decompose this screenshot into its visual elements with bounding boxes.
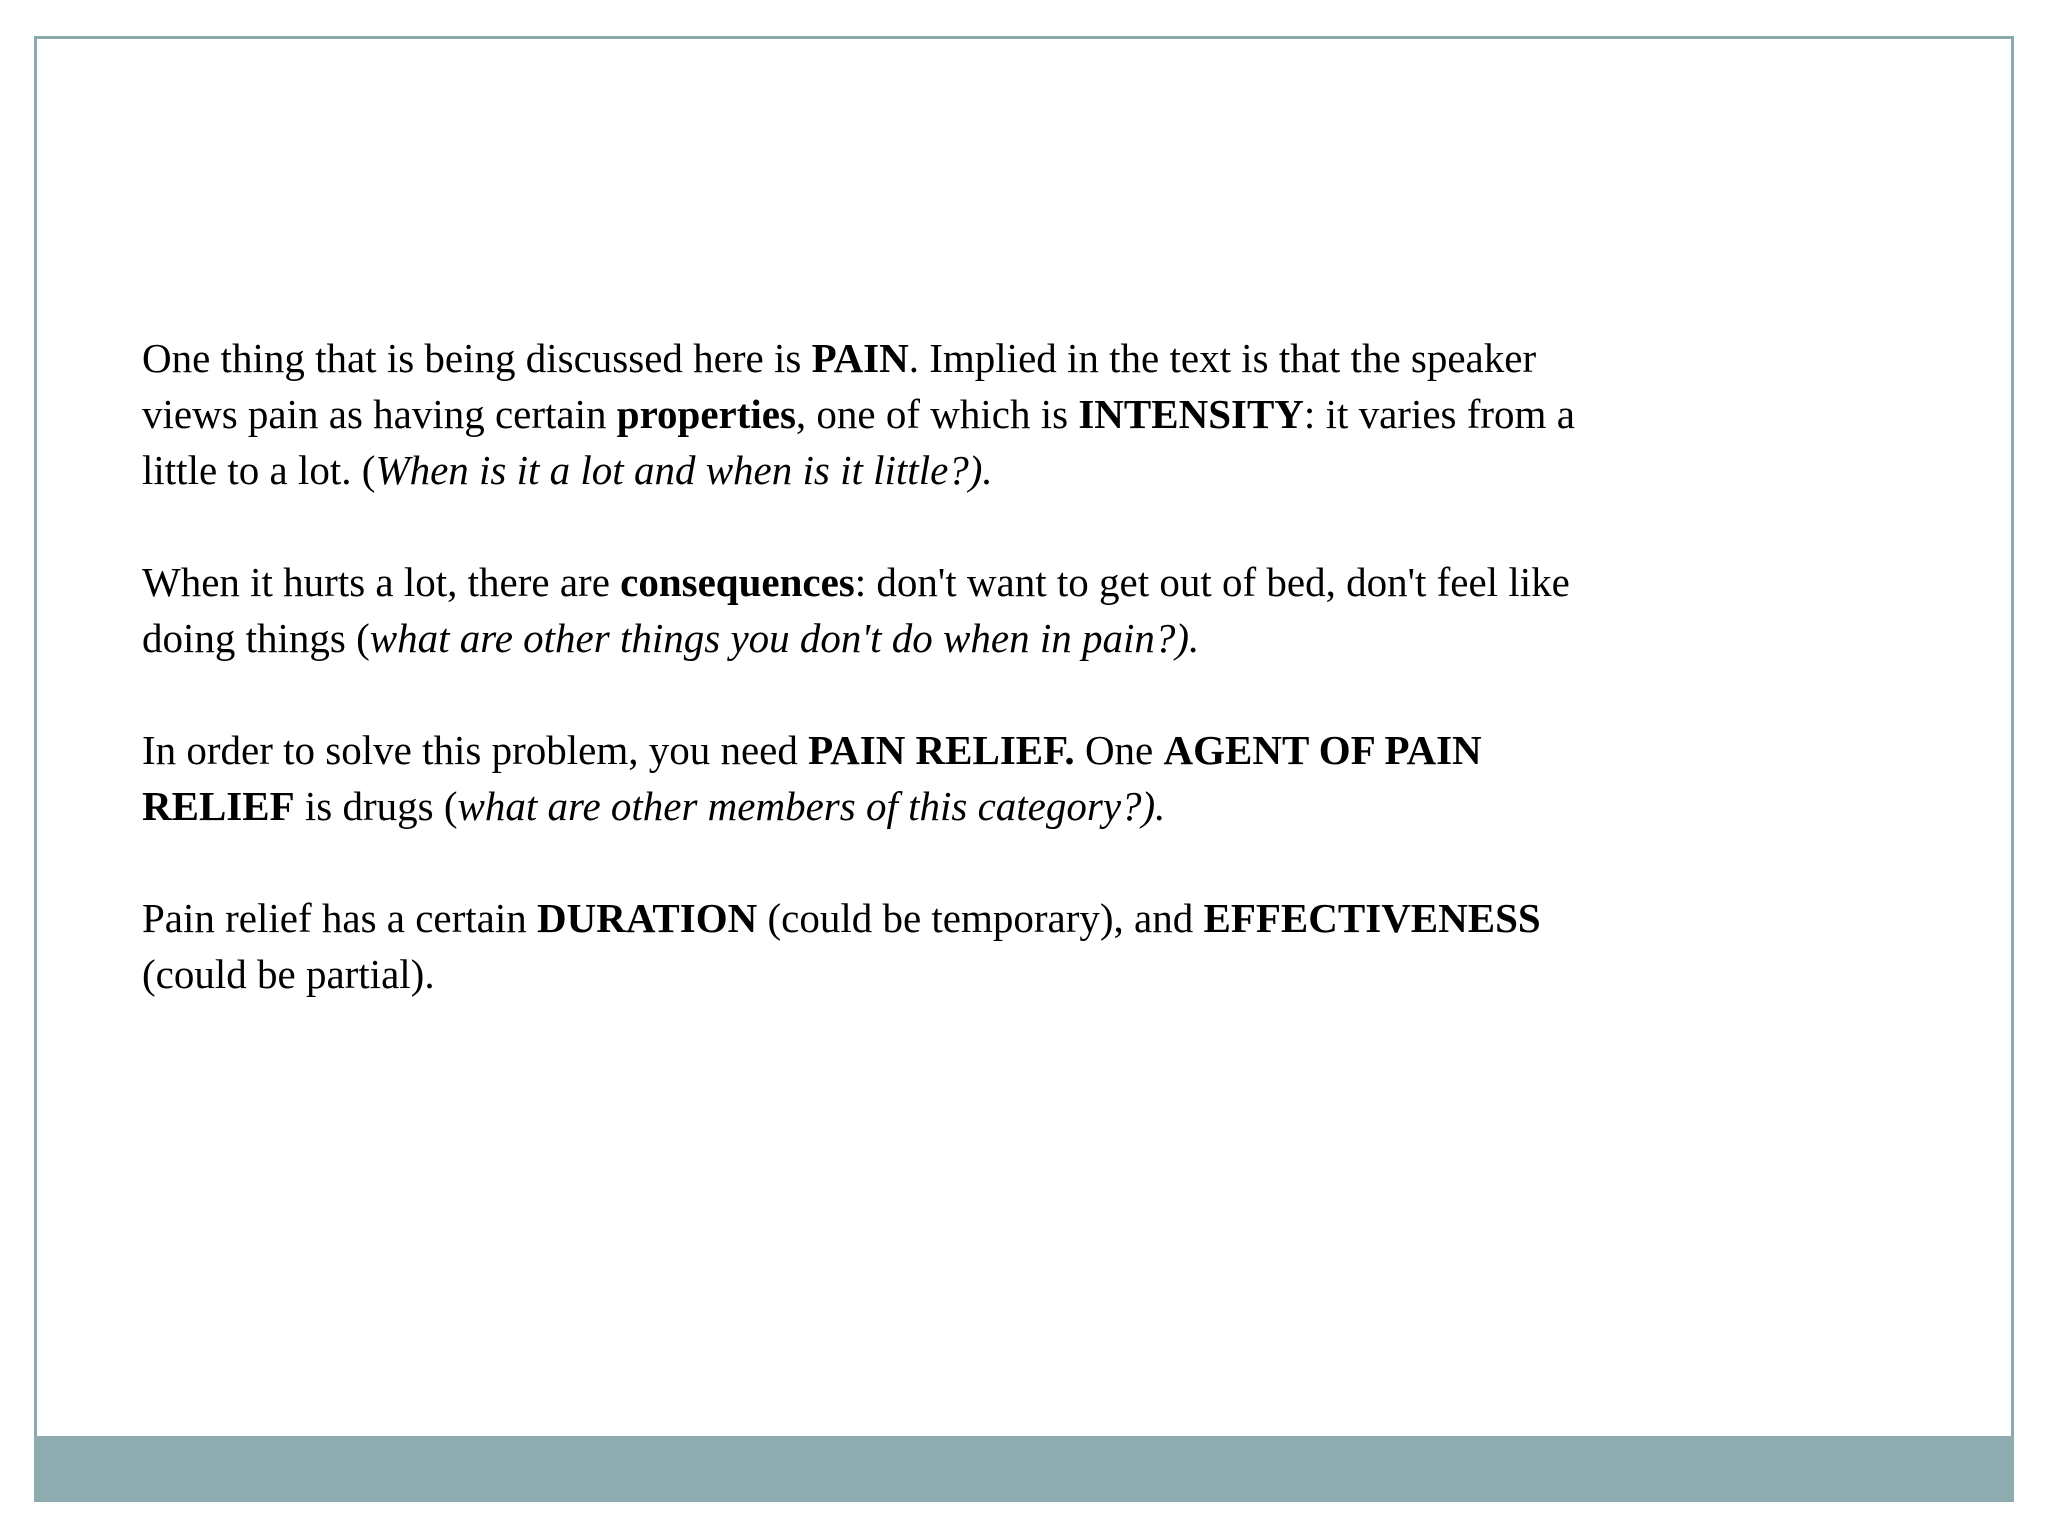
- bold-term: DURATION: [537, 895, 758, 941]
- paragraph-3: [142, 722, 1902, 834]
- text-run: : it varies from a: [1303, 391, 1575, 437]
- paragraph-4: [142, 890, 1902, 1002]
- text-line: [142, 330, 1902, 386]
- text-run: One thing that is being discussed here is: [142, 335, 812, 381]
- text-line: [142, 778, 1902, 834]
- paragraph-1: [142, 330, 1902, 498]
- bold-term: consequences: [620, 559, 855, 605]
- bold-term: properties: [616, 391, 796, 437]
- text-line: [142, 946, 1902, 1002]
- text-run: (could be temporary), and: [757, 895, 1204, 941]
- text-run: : don't want to get out of bed, don't feel like: [854, 559, 1570, 605]
- text-run: In order to solve this problem, you need: [142, 727, 809, 773]
- text-run: little to a lot. (: [142, 447, 376, 493]
- text-run: (could be partial).: [142, 951, 435, 997]
- text-line: [142, 554, 1902, 610]
- italic-question: When is it a lot and when is it little?).: [375, 447, 993, 493]
- text-run: , one of which is: [795, 391, 1079, 437]
- text-run: doing things (: [142, 615, 370, 661]
- text-run: One: [1074, 727, 1164, 773]
- italic-question: what are other members of this category?).: [457, 783, 1166, 829]
- text-run: is drugs (: [294, 783, 458, 829]
- bold-term: AGENT OF PAIN: [1163, 727, 1482, 773]
- bold-term: EFFECTIVENESS: [1203, 895, 1541, 941]
- bold-term: PAIN RELIEF.: [808, 727, 1075, 773]
- slide-text-body: [142, 330, 1902, 1058]
- text-line: [142, 722, 1902, 778]
- text-run: Pain relief has a certain: [142, 895, 538, 941]
- text-run: . Implied in the text is that the speaker: [908, 335, 1537, 381]
- bold-term: RELIEF: [142, 783, 295, 829]
- footer-bar: [34, 1436, 2014, 1502]
- text-run: views pain as having certain: [142, 391, 617, 437]
- text-line: [142, 610, 1902, 666]
- text-line: [142, 386, 1902, 442]
- paragraph-2: [142, 554, 1902, 666]
- italic-question: what are other things you don't do when in pain?).: [369, 615, 1200, 661]
- text-line: [142, 890, 1902, 946]
- text-line: [142, 442, 1902, 498]
- bold-term: PAIN: [811, 335, 909, 381]
- text-run: When it hurts a lot, there are: [142, 559, 621, 605]
- bold-term: INTENSITY: [1078, 391, 1304, 437]
